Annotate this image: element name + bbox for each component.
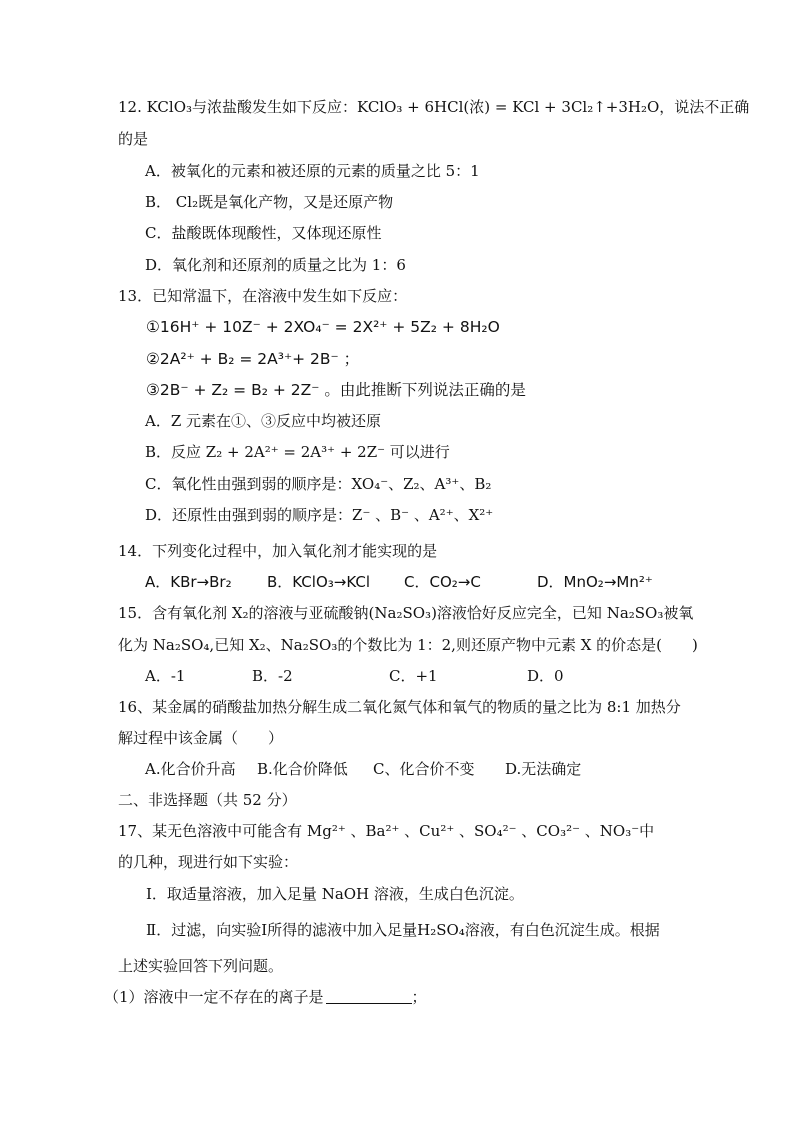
- q14-options: [145, 571, 794, 593]
- q14-option-d: D．MnO₂→Mn²⁺: [537, 573, 653, 591]
- q17-experiment-2-cont: 上述实验回答下列问题。: [118, 957, 284, 975]
- q12-stem-line2: 的是: [118, 130, 149, 148]
- q13-stem: 13．已知常温下，在溶液中发生如下反应：: [118, 287, 408, 305]
- q15-option-a: A．-1: [145, 667, 186, 685]
- q13-option-d: D．还原性由强到弱的顺序是：Z⁻ 、B⁻ 、A²⁺、X²⁺: [145, 506, 494, 524]
- section-heading: 二、非选择题（共 52 分）: [118, 791, 297, 809]
- q13-option-b: B．反应 Z₂ + 2A²⁺ = 2A³⁺ + 2Z⁻ 可以进行: [145, 443, 450, 461]
- q17-sub1-text: （1）溶液中一定不存在的离子是: [104, 988, 324, 1006]
- q16-option-a: A.化合价升高: [145, 760, 236, 778]
- q16-stem-line2: 解过程中该金属（ ）: [118, 729, 284, 747]
- q13-reaction-2: ②2A²⁺ + B₂ = 2A³⁺+ 2B⁻ ；: [146, 350, 360, 368]
- q14-stem: 14．下列变化过程中，加入氧化剂才能实现的是: [118, 542, 438, 560]
- q15-option-b: B．-2: [252, 667, 293, 685]
- q12-option-b: B． Cl₂既是氧化产物，又是还原产物: [145, 193, 394, 211]
- q17-sub-question-1: [104, 986, 794, 1008]
- q16-option-d: D.无法确定: [505, 760, 582, 778]
- q15-option-d: D．0: [527, 667, 564, 685]
- q17-stem-line1: 17、某无色溶液中可能含有 Mg²⁺ 、Ba²⁺ 、Cu²⁺ 、SO₄²⁻ 、CO₃²⁻ 、NO₃⁻中: [118, 822, 655, 840]
- q15-stem-line1: 15．含有氧化剂 X₂的溶液与亚硫酸钠(Na₂SO₃)溶液恰好反应完全，已知 Na₂SO₃被氧: [118, 604, 694, 622]
- q15-stem-line2: 化为 Na₂SO₄,已知 X₂、Na₂SO₃的个数比为 1：2,则还原产物中元素 X 的价态是( ): [118, 636, 698, 654]
- q16-option-b: B.化合价降低: [257, 760, 348, 778]
- q12-option-c: C．盐酸既体现酸性，又体现还原性: [145, 224, 382, 242]
- q16-option-c: C、化合价不变: [373, 760, 475, 778]
- q16-options: [145, 758, 794, 780]
- q14-option-a: A．KBr→Br₂: [145, 573, 232, 591]
- q15-option-c: C．+1: [389, 667, 438, 685]
- q13-reaction-1: ①16H⁺ + 10Z⁻ + 2XO₄⁻ = 2X²⁺ + 5Z₂ + 8H₂O: [146, 318, 500, 336]
- q14-option-b: B．KClO₃→KCl: [267, 573, 370, 591]
- q17-experiment-1: Ⅰ．取适量溶液，加入足量 NaOH 溶液，生成白色沉淀。: [146, 885, 524, 903]
- q15-options: [145, 665, 794, 687]
- q17-stem-line2: 的几种，现进行如下实验：: [118, 853, 299, 871]
- q17-experiment-2: Ⅱ．过滤，向实验Ⅰ所得的滤液中加入足量H₂SO₄溶液，有白色沉淀生成。根据: [146, 921, 660, 939]
- answer-blank[interactable]: [326, 987, 412, 1004]
- q13-reaction-3: ③2B⁻ + Z₂ = B₂ + 2Z⁻ 。由此推断下列说法正确的是: [146, 381, 526, 399]
- q12-stem-line1: 12. KClO₃与浓盐酸发生如下反应：KClO₃ + 6HCl(浓) = KCl + 3Cl₂↑+3H₂O，说法不正确: [118, 98, 750, 116]
- q14-option-c: C．CO₂→C: [404, 573, 481, 591]
- q17-sub1-end: ；: [411, 988, 427, 1006]
- q12-option-a: A．被氧化的元素和被还原的元素的质量之比 5：1: [145, 162, 480, 180]
- q12-option-d: D．氧化剂和还原剂的质量之比为 1：6: [145, 256, 406, 274]
- q13-option-c: C．氧化性由强到弱的顺序是：XO₄⁻、Z₂、A³⁺、B₂: [145, 475, 492, 493]
- q16-stem-line1: 16、某金属的硝酸盐加热分解生成二氧化氮气体和氧气的物质的量之比为 8:1 加热分: [118, 698, 681, 716]
- q13-option-a: A．Z 元素在①、③反应中均被还原: [145, 412, 382, 430]
